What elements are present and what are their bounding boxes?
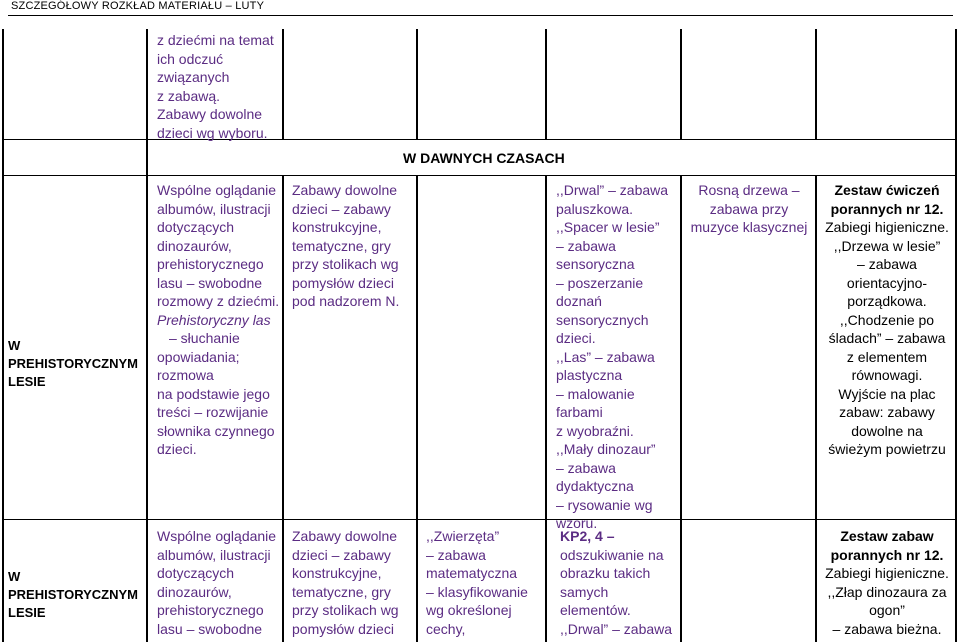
- text-line: ,,Chodzenie po: [839, 311, 935, 328]
- text-line: dzieci – zabawy: [292, 546, 391, 563]
- text-line: – zabawa bieżna.: [832, 620, 942, 637]
- text-line: ,,Mały dinozaur”: [556, 441, 656, 457]
- text-line: – klasyfikowanie: [426, 583, 528, 600]
- activity-cell: [820, 527, 954, 638]
- text-line: z wyobraźni.: [556, 422, 634, 439]
- activity-cell: [556, 181, 680, 533]
- text-line: elementów.: [560, 602, 631, 618]
- text-line: Wspólne oglądanie: [157, 182, 277, 198]
- text-line: Prehistoryczny las: [157, 311, 271, 328]
- text-line: plastyczna: [556, 367, 623, 383]
- activity-cell: [292, 527, 414, 638]
- text-line: dotyczących: [157, 219, 235, 235]
- text-line: dzieci wg wyboru.: [157, 124, 268, 141]
- text-line: dzieci.: [556, 330, 596, 346]
- text-line: śladach” – zabawa: [828, 330, 946, 346]
- text-line: z zabawą.: [157, 87, 221, 104]
- text-line: równowagi.: [851, 367, 923, 383]
- text-line: dowolne na: [851, 422, 923, 439]
- text-line: dotyczących: [157, 565, 235, 581]
- text-line: dinozaurów,: [157, 237, 232, 254]
- text-line: cechy,: [426, 620, 466, 637]
- activity-cell: [684, 181, 814, 237]
- text-line: na podstawie jego: [157, 385, 270, 402]
- text-line: – zabawa: [556, 237, 616, 254]
- text-line: wzoru.: [556, 515, 598, 531]
- text-line: ,,Drwal” – zabawa: [560, 620, 673, 637]
- text-line: Zabiegi higieniczne.: [825, 219, 949, 235]
- text-line: Wyjście na plac: [838, 385, 936, 402]
- text-line: Zabawy dowolne: [292, 182, 398, 198]
- text-line: przy stolikach wg: [292, 602, 399, 618]
- text-line: – rysowanie wg: [556, 496, 653, 513]
- text-line: pomysłów dzieci: [292, 274, 394, 291]
- text-line: pomysłów dzieci: [292, 620, 394, 637]
- column-divider: [416, 29, 418, 139]
- text-line: z elementem: [846, 348, 928, 365]
- column-divider: [282, 175, 284, 642]
- text-line: samych: [560, 583, 609, 600]
- text-line: sensorycznych: [556, 311, 649, 328]
- activity-cell: [157, 527, 282, 638]
- text-line: Zestaw ćwiczeń: [834, 182, 940, 198]
- table-border: [2, 29, 4, 642]
- text-line: świeżym powietrzu: [828, 441, 946, 457]
- document-header: [8, 0, 953, 16]
- text-line: paluszkowa.: [556, 200, 634, 217]
- section-title: W DAWNYCH CZASACH: [403, 150, 565, 166]
- text-line: słownika czynnego: [157, 422, 275, 439]
- text-line: pod nadzorem N.: [292, 293, 400, 309]
- text-line: dzieci – zabawy: [292, 200, 391, 217]
- text-line: związanych: [157, 69, 230, 85]
- activity-cell: [292, 181, 414, 311]
- text-line: muzyce klasycznej: [690, 219, 808, 235]
- table-border: [955, 29, 957, 642]
- text-line: farbami: [556, 404, 603, 420]
- text-line: przy stolikach wg: [292, 256, 399, 272]
- text-line: rozmowa: [157, 367, 214, 383]
- row-divider: [2, 175, 957, 176]
- text-line: lasu – swobodne: [157, 620, 263, 637]
- text-line: konstrukcyjne,: [292, 219, 382, 235]
- text-line: Wspólne oglądanie: [157, 528, 277, 544]
- text-line: – zabawa: [857, 256, 917, 272]
- text-line: tematyczne, gry: [292, 583, 391, 600]
- text-line: – zabawa: [426, 546, 486, 563]
- text-line: ,,Spacer w lesie”: [556, 219, 660, 235]
- text-line: porannych nr 12.: [830, 546, 944, 563]
- text-line: ,,Zwierzęta”: [426, 528, 500, 544]
- text-line: albumów, ilustracji: [157, 546, 271, 563]
- row-divider: [2, 139, 957, 140]
- row-label-text: W PREHISTORYCZNYM LESIE: [8, 338, 139, 389]
- text-line: – słuchanie: [169, 330, 240, 346]
- text-line: odszukiwanie na: [560, 546, 664, 563]
- column-divider: [545, 29, 547, 139]
- text-line: Zabiegi higieniczne.: [825, 565, 949, 581]
- text-line: – malowanie: [556, 385, 635, 402]
- text-line: ,,Drwal” – zabawa: [556, 182, 669, 198]
- text-line: matematyczna: [426, 565, 518, 581]
- text-line: tematyczne, gry: [292, 237, 391, 254]
- activity-cell: [426, 527, 544, 638]
- row-divider: [2, 519, 957, 520]
- header-title: SZCZEGÓŁOWY ROZKŁAD MATERIAŁU – LUTY: [11, 0, 265, 12]
- row-label: [8, 337, 143, 391]
- text-line: opowiadania;: [157, 348, 240, 365]
- column-divider: [815, 175, 817, 642]
- text-line: z dziećmi na temat: [157, 32, 274, 48]
- text-line: ,,Złap dinozaura za: [827, 583, 947, 600]
- text-line: prehistorycznego: [157, 256, 264, 272]
- text-line: treści – rozwijanie: [157, 404, 269, 420]
- text-line: – zabawa: [556, 459, 616, 476]
- text-line: dydaktyczna: [556, 478, 634, 494]
- activity-cell: [157, 181, 282, 459]
- text-line: zabawa przy: [709, 200, 789, 217]
- column-divider: [545, 175, 547, 642]
- column-divider: [146, 29, 148, 642]
- text-line: dzieci.: [157, 441, 197, 457]
- text-line: ogon”: [869, 602, 905, 618]
- text-line: porządkowa.: [847, 293, 927, 309]
- text-line: zabaw: zabawy: [839, 404, 935, 420]
- text-line: prehistorycznego: [157, 602, 264, 618]
- text-line: Rosną drzewa –: [698, 182, 800, 198]
- text-line: dinozaurów,: [157, 583, 232, 600]
- text-line: doznań: [556, 293, 602, 309]
- activity-cell: [560, 527, 678, 638]
- text-line: KP2, 4 –: [560, 528, 615, 544]
- text-line: ,,Las” – zabawa: [556, 348, 655, 365]
- text-line: porannych nr 12.: [830, 200, 944, 217]
- text-line: ,,Drzewa w lesie”: [833, 237, 941, 254]
- text-line: orientacyjno-: [846, 274, 928, 291]
- column-divider: [680, 29, 682, 139]
- text-line: Zestaw zabaw: [840, 528, 934, 544]
- text-line: konstrukcyjne,: [292, 565, 382, 581]
- text-line: Zabawy dowolne: [157, 106, 263, 122]
- text-line: Zabawy dowolne: [292, 528, 398, 544]
- text-line: – poszerzanie: [556, 274, 644, 291]
- row-label-text: W PREHISTORYCZNYM LESIE: [8, 569, 139, 620]
- text-line: obrazku takich: [560, 565, 651, 581]
- column-divider: [815, 29, 817, 139]
- column-divider: [680, 175, 682, 642]
- column-divider: [282, 29, 284, 139]
- activity-cell: [820, 181, 954, 459]
- top-cell: [157, 31, 282, 142]
- text-line: sensoryczna: [556, 256, 635, 272]
- text-line: ich odczuć: [157, 50, 224, 67]
- text-line: wg określonej: [426, 602, 512, 618]
- text-line: lasu – swobodne: [157, 274, 263, 291]
- text-line: rozmowy z dziećmi.: [157, 293, 280, 309]
- row-label: [8, 568, 143, 622]
- column-divider: [416, 175, 418, 642]
- text-line: albumów, ilustracji: [157, 200, 271, 217]
